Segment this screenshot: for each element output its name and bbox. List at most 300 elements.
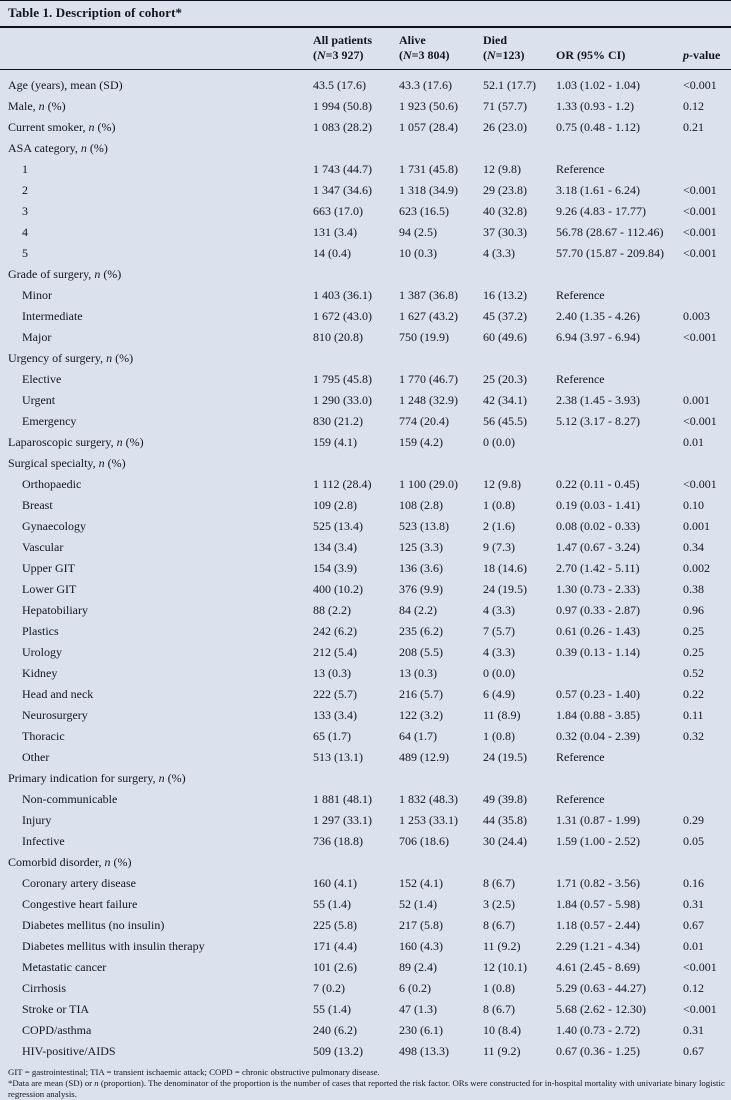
cell-died: 3 (2.5) (483, 897, 515, 911)
row-label: Head and neck (22, 687, 94, 701)
table-row (0, 957, 731, 978)
cell-alive: 89 (2.4) (399, 960, 437, 974)
cell-alive (391, 138, 475, 159)
cell-alive: 160 (4.3) (399, 939, 443, 953)
row-label: Coronary artery disease (22, 876, 136, 890)
cell-died (475, 768, 548, 789)
cell-all-patients: 1 112 (28.4) (313, 477, 372, 491)
cell-alive (391, 768, 475, 789)
cell-or (548, 852, 675, 873)
header-or: OR (95% CI) (548, 28, 675, 70)
cell-alive: 1 832 (48.3) (399, 792, 458, 806)
cell-p-value (675, 264, 731, 285)
cell-all-patients: 101 (2.6) (313, 960, 357, 974)
cell-p-value: <0.001 (683, 330, 717, 344)
cell-all-patients: 810 (20.8) (313, 330, 363, 344)
table-row (0, 516, 731, 537)
cell-or: 2.29 (1.21 - 4.34) (556, 939, 640, 953)
row-label: Upper GIT (22, 561, 75, 575)
cell-died: 37 (30.3) (483, 225, 527, 239)
cell-p-value (675, 285, 731, 306)
cell-p-value: 0.34 (683, 540, 704, 554)
cell-alive: 84 (2.2) (399, 603, 437, 617)
cell-p-value: <0.001 (683, 1002, 717, 1016)
cell-all-patients: 240 (6.2) (313, 1023, 357, 1037)
cell-died: 4 (3.3) (483, 645, 515, 659)
cell-alive: 122 (3.2) (399, 708, 443, 722)
cell-or: Reference (556, 750, 605, 764)
cell-all-patients: 1 403 (36.1) (313, 288, 372, 302)
cell-or: 9.26 (4.83 - 17.77) (556, 204, 646, 218)
cell-or: 1.47 (0.67 - 3.24) (556, 540, 640, 554)
table-row (0, 285, 731, 306)
footnote (0, 1062, 731, 1100)
row-label: Orthopaedic (22, 477, 82, 491)
cell-all-patients: 830 (21.2) (313, 414, 363, 428)
cell-died: 24 (19.5) (483, 582, 527, 596)
row-label: Emergency (22, 414, 77, 428)
cell-p-value (675, 789, 731, 810)
cell-p-value: 0.12 (683, 981, 704, 995)
cell-all-patients: 14 (0.4) (313, 246, 351, 260)
cell-p-value (675, 348, 731, 369)
cell-alive (391, 852, 475, 873)
cell-p-value: <0.001 (683, 960, 717, 974)
cell-alive: 43.3 (17.6) (399, 78, 452, 92)
cell-or: 56.78 (28.67 - 112.46) (556, 225, 664, 239)
table-row (0, 831, 731, 852)
cell-all-patients: 171 (4.4) (313, 939, 357, 953)
header-all-patients-line2: (N=3 927) (313, 48, 364, 62)
table-row (0, 495, 731, 516)
cell-p-value: <0.001 (683, 414, 717, 428)
cell-all-patients: 513 (13.1) (313, 750, 363, 764)
header-label-col (0, 28, 305, 70)
row-label: COPD/asthma (22, 1023, 92, 1037)
cell-or: 57.70 (15.87 - 209.84) (556, 246, 664, 260)
row-label: Metastatic cancer (22, 960, 107, 974)
cell-died (475, 348, 548, 369)
table-row (0, 558, 731, 579)
table-row (0, 411, 731, 432)
cell-alive: 750 (19.9) (399, 330, 449, 344)
cell-alive: 489 (12.9) (399, 750, 449, 764)
row-label: Stroke or TIA (22, 1002, 90, 1016)
row-label: Lower GIT (22, 582, 77, 596)
cell-alive: 216 (5.7) (399, 687, 443, 701)
table-row (0, 642, 731, 663)
table-body (0, 70, 731, 1063)
header-alive-line1: Alive (399, 33, 426, 47)
row-label: Age (years), mean (SD) (8, 78, 123, 92)
cell-died: 12 (9.8) (483, 477, 521, 491)
cell-died: 24 (19.5) (483, 750, 527, 764)
cell-or: 1.84 (0.88 - 3.85) (556, 708, 640, 722)
row-label: ASA category, n (%) (8, 141, 108, 155)
cell-all-patients: 131 (3.4) (313, 225, 357, 239)
cell-alive (391, 348, 475, 369)
cell-all-patients: 1 290 (33.0) (313, 393, 372, 407)
header-died-line1: Died (483, 33, 507, 47)
cell-alive: 1 387 (36.8) (399, 288, 458, 302)
cell-p-value (675, 747, 731, 768)
row-label: Congestive heart failure (22, 897, 138, 911)
cell-alive: 706 (18.6) (399, 834, 449, 848)
cell-p-value: 0.001 (683, 393, 710, 407)
cell-all-patients: 134 (3.4) (313, 540, 357, 554)
row-label: Surgical specialty, n (%) (8, 456, 126, 470)
cell-or: 2.40 (1.35 - 4.26) (556, 309, 640, 323)
table-row (0, 726, 731, 747)
cell-or (548, 768, 675, 789)
cell-all-patients: 225 (5.8) (313, 918, 357, 932)
cell-p-value: 0.25 (683, 624, 704, 638)
cell-or: 1.40 (0.73 - 2.72) (556, 1023, 640, 1037)
table-row (0, 180, 731, 201)
footnote-data-note: *Data are mean (SD) or n (proportion). The denominator of the proportion is the number of cases that reported the risk factor. ORs were constructed for in-hospital mortality with univariate binary logistic regression analysis. (8, 1078, 725, 1099)
cell-or: 2.70 (1.42 - 5.11) (556, 561, 640, 575)
cell-or: 0.57 (0.23 - 1.40) (556, 687, 640, 701)
row-label: Diabetes mellitus with insulin therapy (22, 939, 205, 953)
cell-or: 1.03 (1.02 - 1.04) (556, 78, 640, 92)
cell-or: 0.32 (0.04 - 2.39) (556, 729, 640, 743)
cell-all-patients: 159 (4.1) (313, 435, 357, 449)
table-row (0, 873, 731, 894)
cell-alive: 125 (3.3) (399, 540, 443, 554)
cell-p-value: <0.001 (683, 477, 717, 491)
cell-p-value: 0.01 (683, 435, 704, 449)
cell-all-patients: 55 (1.4) (313, 897, 351, 911)
cell-or: 0.39 (0.13 - 1.14) (556, 645, 640, 659)
cell-died: 42 (34.1) (483, 393, 527, 407)
cell-died: 49 (39.8) (483, 792, 527, 806)
row-label: Neurosurgery (22, 708, 88, 722)
cell-died: 1 (0.8) (483, 981, 515, 995)
table-row (0, 1041, 731, 1062)
cell-p-value: 0.01 (683, 939, 704, 953)
row-label: Current smoker, n (%) (8, 120, 116, 134)
cell-p-value: <0.001 (683, 183, 717, 197)
row-label: 4 (22, 225, 28, 239)
cell-died: 12 (10.1) (483, 960, 527, 974)
cell-or: 1.71 (0.82 - 3.56) (556, 876, 640, 890)
table-row (0, 852, 731, 873)
cell-alive: 6 (0.2) (399, 981, 431, 995)
row-label: Breast (22, 498, 53, 512)
table-row (0, 264, 731, 285)
cell-p-value: 0.67 (683, 1044, 704, 1058)
table-row (0, 306, 731, 327)
cell-or: 0.22 (0.11 - 0.45) (556, 477, 640, 491)
cell-died: 7 (5.7) (483, 624, 515, 638)
row-label: Urgency of surgery, n (%) (8, 351, 134, 365)
cell-all-patients: 88 (2.2) (313, 603, 351, 617)
cell-alive: 52 (1.4) (399, 897, 437, 911)
cell-or: 1.59 (1.00 - 2.52) (556, 834, 640, 848)
cell-died: 8 (6.7) (483, 1002, 515, 1016)
table-row (0, 96, 731, 117)
cell-p-value (675, 369, 731, 390)
row-label: 3 (22, 204, 28, 218)
cell-all-patients: 1 347 (34.6) (313, 183, 372, 197)
cell-p-value (675, 159, 731, 180)
cell-p-value: 0.11 (683, 708, 704, 722)
footnote-abbreviations: GIT = gastrointestinal; TIA = transient ischaemic attack; COPD = chronic obstructive pulmonary disease. (8, 1067, 380, 1077)
cell-died: 4 (3.3) (483, 246, 515, 260)
cell-or: 4.61 (2.45 - 8.69) (556, 960, 640, 974)
cell-or: 5.29 (0.63 - 44.27) (556, 981, 646, 995)
cell-p-value (675, 453, 731, 474)
cell-p-value: 0.10 (683, 498, 704, 512)
cell-died: 8 (6.7) (483, 876, 515, 890)
cell-alive: 64 (1.7) (399, 729, 437, 743)
cell-all-patients: 109 (2.8) (313, 498, 357, 512)
header-all-patients-line1: All patients (313, 33, 373, 47)
table-row (0, 579, 731, 600)
cell-alive: 159 (4.2) (399, 435, 443, 449)
cell-all-patients: 212 (5.4) (313, 645, 357, 659)
cell-alive: 1 627 (43.2) (399, 309, 458, 323)
table-row (0, 621, 731, 642)
cell-all-patients (305, 138, 391, 159)
cell-p-value: 0.32 (683, 729, 704, 743)
table-row (0, 684, 731, 705)
cell-died: 0 (0.0) (483, 666, 515, 680)
cell-alive: 623 (16.5) (399, 204, 449, 218)
row-label: Urology (22, 645, 62, 659)
cell-all-patients (305, 852, 391, 873)
row-label: Diabetes mellitus (no insulin) (22, 918, 165, 932)
table-row (0, 327, 731, 348)
table-row (0, 810, 731, 831)
table-header (0, 28, 731, 70)
cell-or (548, 453, 675, 474)
cell-or: 6.94 (3.97 - 6.94) (556, 330, 640, 344)
cell-all-patients: 160 (4.1) (313, 876, 357, 890)
header-died-line2: (N=123) (483, 48, 525, 62)
cell-died: 56 (45.5) (483, 414, 527, 428)
cell-died: 0 (0.0) (483, 435, 515, 449)
table-row (0, 159, 731, 180)
cell-all-patients: 1 994 (50.8) (313, 99, 372, 113)
cell-p-value: 0.12 (683, 99, 704, 113)
cell-died: 2 (1.6) (483, 519, 515, 533)
cell-or: 3.18 (1.61 - 6.24) (556, 183, 640, 197)
cell-or: 5.12 (3.17 - 8.27) (556, 414, 640, 428)
cell-p-value: 0.96 (683, 603, 704, 617)
cell-alive: 13 (0.3) (399, 666, 437, 680)
cell-or: Reference (556, 372, 605, 386)
table-row (0, 222, 731, 243)
cell-died: 60 (49.6) (483, 330, 527, 344)
cell-died: 9 (7.3) (483, 540, 515, 554)
table-row (0, 537, 731, 558)
cell-died: 4 (3.3) (483, 603, 515, 617)
cell-alive: 152 (4.1) (399, 876, 443, 890)
cell-all-patients: 13 (0.3) (313, 666, 351, 680)
cell-alive: 1 057 (28.4) (399, 120, 458, 134)
cell-alive: 217 (5.8) (399, 918, 443, 932)
cell-alive: 10 (0.3) (399, 246, 437, 260)
table-row (0, 201, 731, 222)
cell-all-patients: 400 (10.2) (313, 582, 363, 596)
cell-p-value: 0.21 (683, 120, 704, 134)
cell-all-patients: 1 795 (45.8) (313, 372, 372, 386)
header-alive (391, 28, 475, 70)
header-all-patients (305, 28, 391, 70)
cell-all-patients: 509 (13.2) (313, 1044, 363, 1058)
cell-all-patients: 1 672 (43.0) (313, 309, 372, 323)
row-label: Non-communicable (22, 792, 118, 806)
cell-alive: 94 (2.5) (399, 225, 437, 239)
cell-all-patients: 1 083 (28.2) (313, 120, 372, 134)
cell-all-patients: 43.5 (17.6) (313, 78, 366, 92)
cell-all-patients: 65 (1.7) (313, 729, 351, 743)
table-row (0, 474, 731, 495)
cell-or: 0.97 (0.33 - 2.87) (556, 603, 640, 617)
cell-or: 0.08 (0.02 - 0.33) (556, 519, 640, 533)
row-label: Intermediate (22, 309, 83, 323)
row-label: Major (22, 330, 52, 344)
cell-p-value: 0.16 (683, 876, 704, 890)
cell-p-value: 0.002 (683, 561, 710, 575)
row-label: Thoracic (22, 729, 65, 743)
cell-died: 18 (14.6) (483, 561, 527, 575)
cell-p-value (675, 852, 731, 873)
table-row (0, 369, 731, 390)
cell-or: 2.38 (1.45 - 3.93) (556, 393, 640, 407)
cell-p-value: 0.05 (683, 834, 704, 848)
cell-all-patients: 663 (17.0) (313, 204, 363, 218)
cell-or: Reference (556, 792, 605, 806)
table-row (0, 894, 731, 915)
cell-p-value (675, 768, 731, 789)
cell-all-patients: 242 (6.2) (313, 624, 357, 638)
row-label: 1 (22, 162, 28, 176)
cell-died: 1 (0.8) (483, 729, 515, 743)
cell-all-patients (305, 264, 391, 285)
header-died (475, 28, 548, 70)
cell-p-value: 0.003 (683, 309, 710, 323)
cell-all-patients: 1 297 (33.1) (313, 813, 372, 827)
cell-p-value: 0.22 (683, 687, 704, 701)
cell-or (548, 348, 675, 369)
cell-all-patients (305, 453, 391, 474)
cell-or: Reference (556, 288, 605, 302)
table-row (0, 768, 731, 789)
cell-alive: 208 (5.5) (399, 645, 443, 659)
cell-died: 11 (9.2) (483, 939, 521, 953)
header-alive-line2: (N=3 804) (399, 48, 450, 62)
row-label: Vascular (22, 540, 64, 554)
cell-all-patients: 1 743 (44.7) (313, 162, 372, 176)
table-row (0, 915, 731, 936)
row-label: 2 (22, 183, 28, 197)
cell-all-patients: 1 881 (48.1) (313, 792, 372, 806)
header-p-value: p-value (675, 28, 731, 70)
table-row (0, 390, 731, 411)
cell-alive: 108 (2.8) (399, 498, 443, 512)
table-row (0, 663, 731, 684)
table-row (0, 243, 731, 264)
cell-alive (391, 453, 475, 474)
cell-alive: 1 770 (46.7) (399, 372, 458, 386)
row-label: Gynaecology (22, 519, 86, 533)
cell-died: 10 (8.4) (483, 1023, 521, 1037)
table-row (0, 70, 731, 97)
table-title: Table 1. Description of cohort* (8, 5, 183, 20)
row-label: Laparoscopic surgery, n (%) (8, 435, 144, 449)
cell-died: 25 (20.3) (483, 372, 527, 386)
cell-or: 1.30 (0.73 - 2.33) (556, 582, 640, 596)
cell-alive: 136 (3.6) (399, 561, 443, 575)
row-label: Plastics (22, 624, 59, 638)
table-row (0, 600, 731, 621)
cell-died: 26 (23.0) (483, 120, 527, 134)
cell-died: 71 (57.7) (483, 99, 527, 113)
cell-alive: 1 731 (45.8) (399, 162, 458, 176)
cell-died: 52.1 (17.7) (483, 78, 536, 92)
row-label: Elective (22, 372, 62, 386)
cell-died: 8 (6.7) (483, 918, 515, 932)
cell-all-patients: 7 (0.2) (313, 981, 345, 995)
cell-alive: 1 923 (50.6) (399, 99, 458, 113)
cell-or (548, 264, 675, 285)
cell-p-value: 0.52 (683, 666, 704, 680)
cell-p-value: 0.31 (683, 1023, 704, 1037)
cell-all-patients (305, 348, 391, 369)
table-row (0, 789, 731, 810)
row-label: Minor (22, 288, 52, 302)
cell-died: 12 (9.8) (483, 162, 521, 176)
cell-all-patients: 222 (5.7) (313, 687, 357, 701)
cell-all-patients: 55 (1.4) (313, 1002, 351, 1016)
cell-died (475, 852, 548, 873)
header-row (0, 28, 731, 70)
cell-alive: 230 (6.1) (399, 1023, 443, 1037)
row-label: Injury (22, 813, 52, 827)
cell-all-patients: 154 (3.9) (313, 561, 357, 575)
cell-p-value: <0.001 (683, 246, 717, 260)
row-label: HIV-positive/AIDS (22, 1044, 116, 1058)
cell-or: 1.84 (0.57 - 5.98) (556, 897, 640, 911)
cell-p-value: <0.001 (683, 78, 717, 92)
cell-alive: 1 253 (33.1) (399, 813, 458, 827)
cell-or: Reference (556, 162, 605, 176)
cell-p-value: <0.001 (683, 225, 717, 239)
cell-or: 1.31 (0.87 - 1.99) (556, 813, 640, 827)
cell-or: 1.18 (0.57 - 2.44) (556, 918, 640, 932)
cell-died (475, 264, 548, 285)
table-row (0, 705, 731, 726)
cell-alive: 498 (13.3) (399, 1044, 449, 1058)
table-row (0, 348, 731, 369)
row-label: 5 (22, 246, 28, 260)
cell-or: 0.61 (0.26 - 1.43) (556, 624, 640, 638)
row-label: Comorbid disorder, n (%) (8, 855, 132, 869)
cell-died: 11 (8.9) (483, 708, 521, 722)
table-row (0, 138, 731, 159)
row-label: Primary indication for surgery, n (%) (8, 771, 186, 785)
table-row (0, 936, 731, 957)
table-row (0, 432, 731, 453)
cell-alive: 1 248 (32.9) (399, 393, 458, 407)
cell-alive: 47 (1.3) (399, 1002, 437, 1016)
cell-p-value: 0.38 (683, 582, 704, 596)
row-label: Other (22, 750, 50, 764)
cell-or: 1.33 (0.93 - 1.2) (556, 99, 634, 113)
cell-died: 40 (32.8) (483, 204, 527, 218)
